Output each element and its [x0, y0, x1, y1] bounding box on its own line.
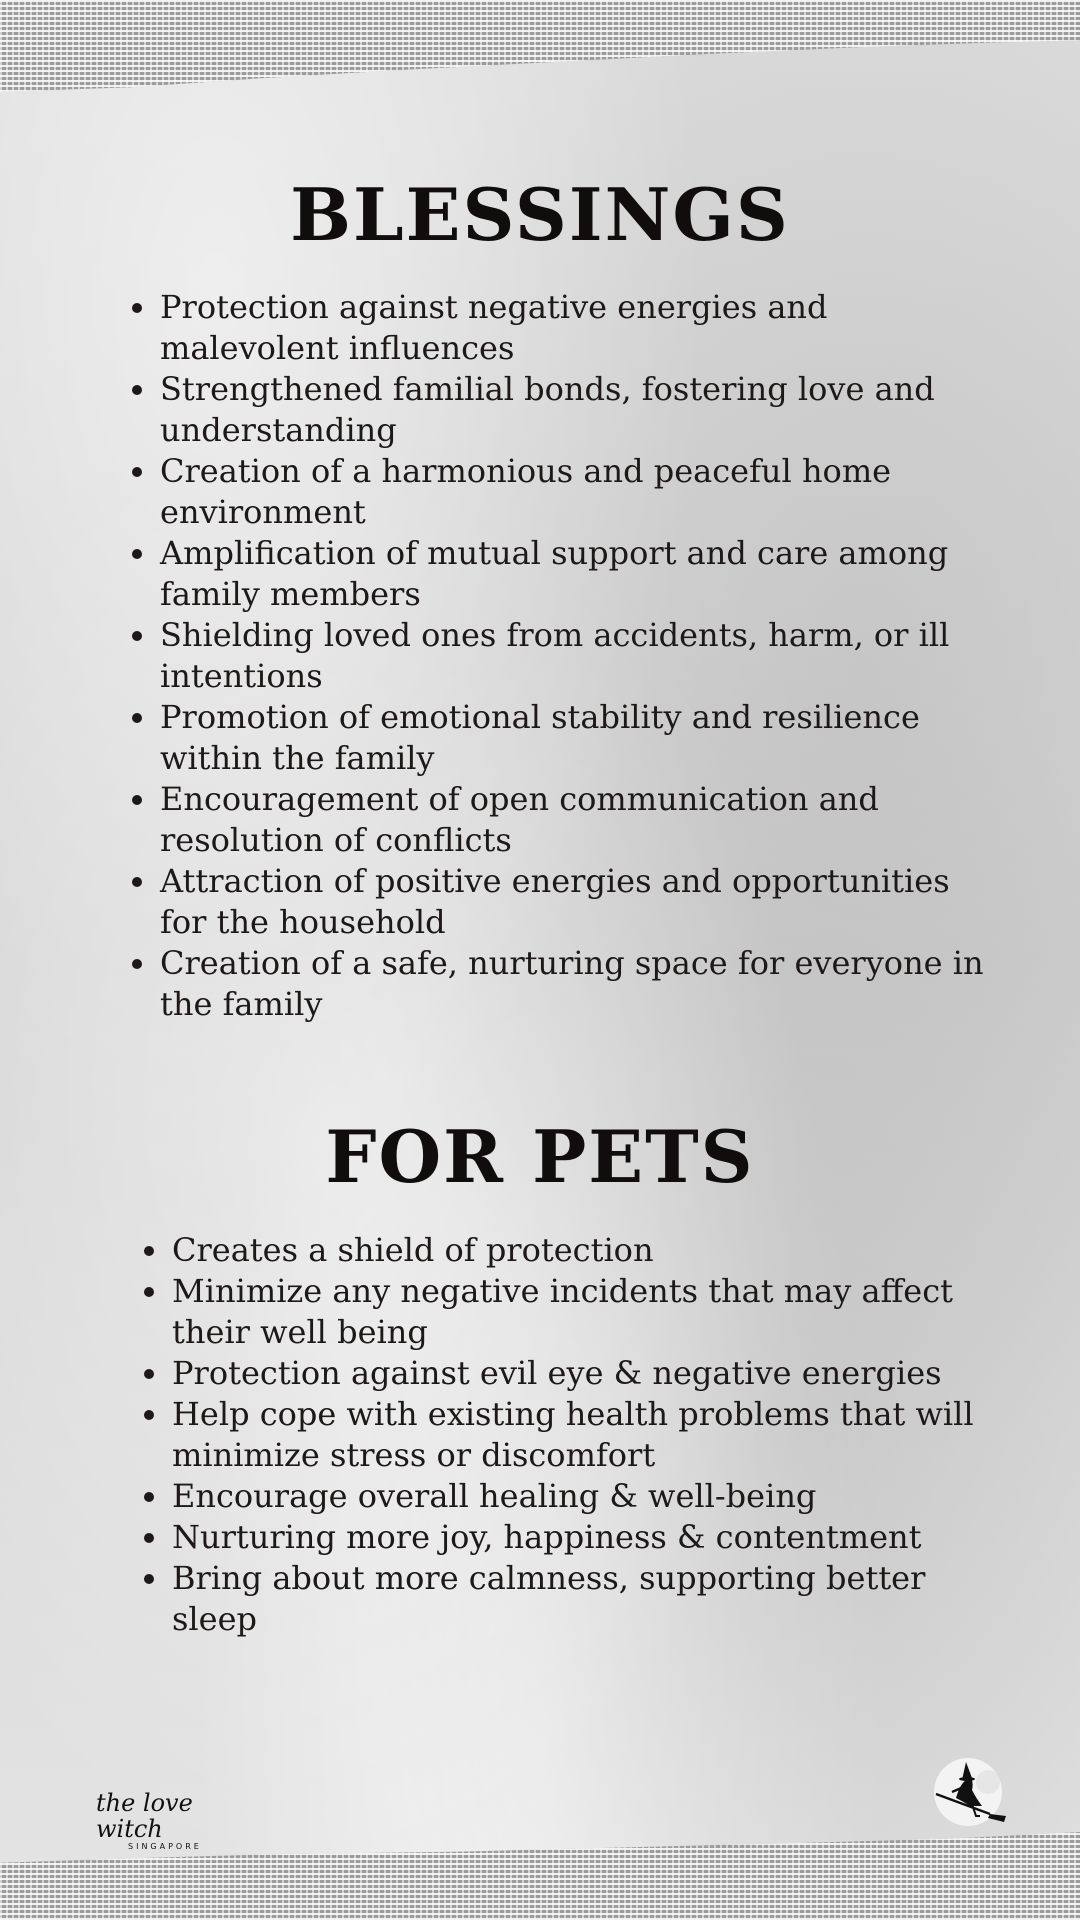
list-item	[130, 451, 1000, 533]
list-item-text: Attraction of positive energies and opportunities for the household	[160, 862, 950, 941]
list-item	[142, 1230, 1012, 1271]
list-item-text: Minimize any negative incidents that may affect their well being	[172, 1272, 953, 1351]
list-item	[142, 1271, 1012, 1353]
bullet-icon	[144, 1533, 154, 1543]
brand-name: the love witch	[96, 1789, 193, 1843]
bullet-icon	[132, 877, 142, 887]
bullet-icon	[144, 1369, 154, 1379]
list-item	[142, 1558, 1012, 1640]
list-item-text: Bring about more calmness, supporting better sleep	[172, 1559, 926, 1638]
bullet-icon	[144, 1246, 154, 1256]
list-item-text: Shielding loved ones from accidents, harm, or ill intentions	[160, 616, 950, 695]
list-item	[130, 615, 1000, 697]
blessings-heading: BLESSINGS	[290, 172, 790, 257]
list-item-text: Amplification of mutual support and care among family members	[160, 534, 949, 613]
bullet-icon	[132, 549, 142, 559]
list-item-text: Protection against evil eye & negative energies	[172, 1354, 942, 1392]
list-item-text: Encourage overall healing & well-being	[172, 1477, 817, 1515]
list-item	[130, 861, 1000, 943]
list-item	[130, 943, 1000, 1025]
list-item	[130, 287, 1000, 369]
brand-location: SINGAPORE	[128, 1842, 202, 1851]
list-item-text: Protection against negative energies and malevolent influences	[160, 288, 828, 367]
bullet-icon	[144, 1492, 154, 1502]
bullet-icon	[144, 1410, 154, 1420]
bullet-icon	[132, 713, 142, 723]
for-pets-heading: FOR PETS	[325, 1114, 755, 1199]
bullet-icon	[144, 1574, 154, 1584]
bullet-icon	[132, 385, 142, 395]
list-item	[130, 369, 1000, 451]
list-item-text: Nurturing more joy, happiness & contentment	[172, 1518, 922, 1556]
list-item-text: Creation of a safe, nurturing space for everyone in the family	[160, 944, 984, 1023]
bullet-icon	[132, 795, 142, 805]
list-item	[142, 1476, 1012, 1517]
list-item	[142, 1353, 1012, 1394]
list-item-text: Creates a shield of protection	[172, 1231, 654, 1269]
bullet-icon	[132, 303, 142, 313]
list-item	[130, 779, 1000, 861]
burlap-texture-top	[0, 0, 1080, 112]
witch-on-broom-icon	[926, 1756, 1014, 1832]
list-item	[130, 697, 1000, 779]
list-item-text: Creation of a harmonious and peaceful home environment	[160, 452, 892, 531]
bullet-icon	[132, 959, 142, 969]
list-item-text: Encouragement of open communication and resolution of conflicts	[160, 780, 879, 859]
list-item	[142, 1517, 1012, 1558]
list-item	[130, 533, 1000, 615]
pets-list	[142, 1230, 1012, 1640]
list-item-text: Promotion of emotional stability and resilience within the family	[160, 698, 920, 777]
brand-logo	[96, 1789, 246, 1851]
list-item	[142, 1394, 1012, 1476]
list-item-text: Help cope with existing health problems that will minimize stress or discomfort	[172, 1395, 974, 1474]
bullet-icon	[132, 631, 142, 641]
blessings-list	[130, 287, 1000, 1025]
bullet-icon	[144, 1287, 154, 1297]
bullet-icon	[132, 467, 142, 477]
list-item-text: Strengthened familial bonds, fostering love and understanding	[160, 370, 935, 449]
